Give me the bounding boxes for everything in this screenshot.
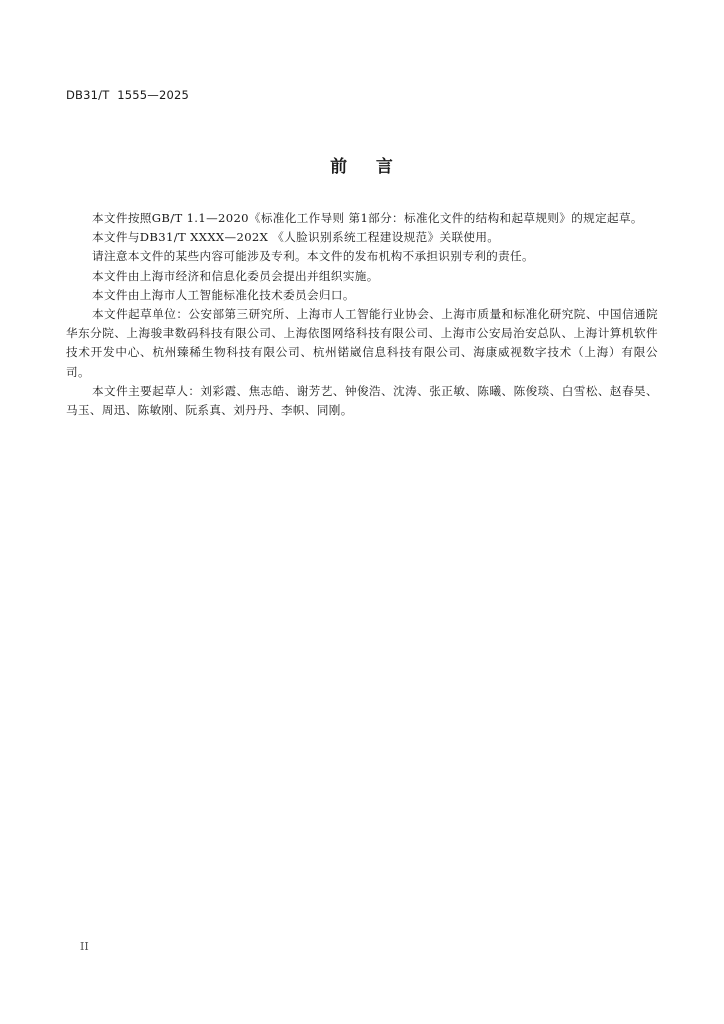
paragraph-drafting-organizations: 本文件起草单位：公安部第三研究所、上海市人工智能行业协会、上海市质量和标准化研究院、中国信通院华东分院、上海骏聿数码科技有限公司、上海依图网络科技有限公司、上海市公安局治安总队、上海计算机软件技术开发中心、杭州臻稀生物科技有限公司、杭州锘崴信息科技有限公司、海康威视数字技术（上海）有限公司。 — [66, 307, 658, 379]
page-number: II — [80, 940, 89, 953]
paragraph-drafting-rules: 本文件按照GB/T 1.1—2020《标准化工作导则 第1部分：标准化文件的结构和起草规则》的规定起草。 — [92, 211, 643, 225]
paragraph-drafters: 本文件主要起草人：刘彩霞、焦志皓、谢芳艺、钟俊浩、沈涛、张正敏、陈曦、陈俊琰、白雪松、赵春昊、马玉、周迅、陈敏刚、阮系真、刘丹丹、李帜、同刚。 — [66, 383, 658, 418]
paragraph-patent-notice: 请注意本文件的某些内容可能涉及专利。本文件的发布机构不承担识别专利的责任。 — [92, 249, 534, 264]
page-title: 前 言 — [330, 157, 394, 177]
document-code: DB31/T 1555—2025 — [66, 88, 190, 102]
paragraph-proposer: 本文件由上海市经济和信息化委员会提出并组织实施。 — [92, 268, 379, 283]
paragraph-related-standard: 本文件与DB31/T XXXX—202X 《人脸识别系统工程建设规范》关联使用。 — [92, 230, 500, 245]
paragraph-responsible-committee: 本文件由上海市人工智能标准化技术委员会归口。 — [92, 287, 355, 302]
foreword-body — [66, 209, 658, 420]
